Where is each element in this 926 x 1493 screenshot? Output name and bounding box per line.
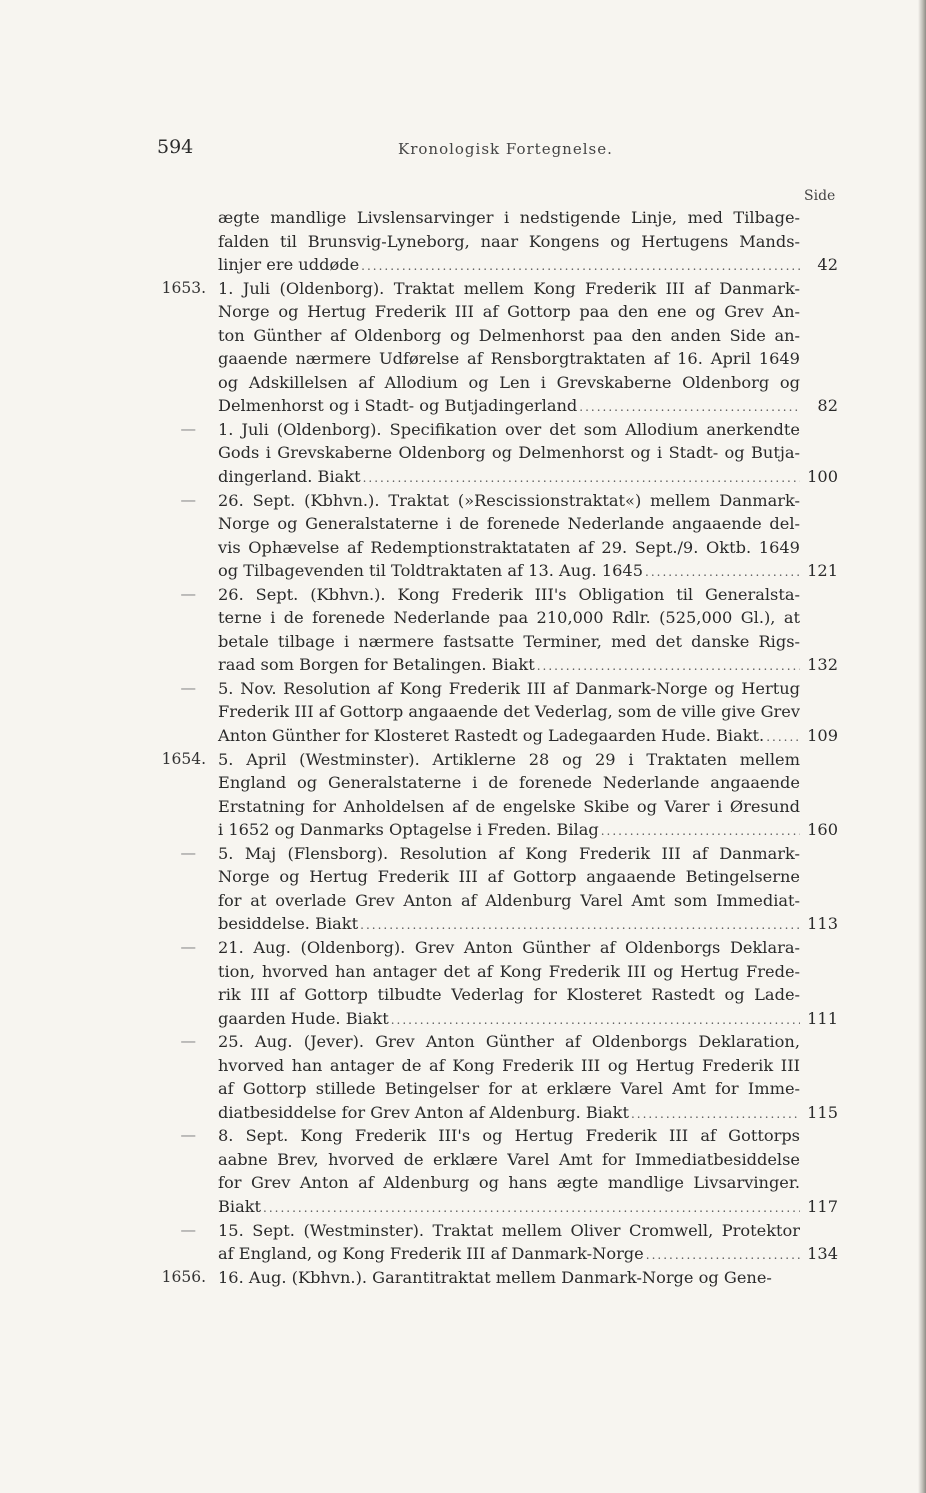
entry-text: Frederik III af Gottorp angaaende det Vederlag, som de ville give Grev [218, 702, 800, 722]
list-item [0, 1124, 926, 1218]
list-item [0, 583, 926, 677]
entry-text: tion, hvorved han antager det af Kong Frederik III og Hertug Frede- [218, 961, 800, 981]
entry-text: raad som Borgen for Betalingen. Biakt [218, 655, 535, 675]
entry-text: ægte mandlige Livslensarvinger i nedstigende Linje, med Tilbage- [218, 208, 800, 227]
list-item [0, 842, 926, 936]
page-reference: 160 [807, 820, 838, 840]
year-label: 1653. [161, 278, 206, 297]
entry-line [0, 206, 926, 230]
entry-text: 1. Juli (Oldenborg). Specifikation over det som Allodium anerkendte [218, 419, 800, 439]
entry-text: Delmenhorst og i Stadt- og Butjadingerland [218, 396, 578, 416]
entry-text: linjer ere uddøde [218, 255, 360, 275]
ditto-dash: — [180, 490, 196, 509]
entry-text: og Adskillelsen af Allodium og Len i Grevskaberne Oldenborg og [218, 372, 800, 392]
page-reference: 100 [807, 467, 838, 487]
entry-text: besiddelse. Biakt [218, 914, 359, 934]
ditto-dash: — [180, 584, 196, 603]
entry-line [0, 441, 926, 465]
entry-line [0, 253, 926, 277]
entry-line [0, 771, 926, 795]
dot-leader [363, 467, 800, 491]
entry-text: Gods i Grevskaberne Oldenborg og Delmenhorst og i Stadt- og Butja- [218, 443, 800, 463]
entry-text: betale tilbage i nærmere fastsatte Terminer, med det danske Rigs- [218, 631, 800, 651]
list-item [0, 748, 926, 842]
entry-text: 5. Nov. Resolution af Kong Frederik III af Danmark-Norge og Hertug [218, 678, 800, 698]
entry-text: Norge og Hertug Frederik III af Gottorp angaaende Betingelserne [218, 867, 800, 887]
entry-text: gaaende nærmere Udførelse af Rensborgtraktaten af 16. April 1649 [218, 349, 800, 369]
entry-text: Norge og Hertug Frederik III af Gottorp paa den ene og Grev An- [218, 302, 800, 322]
ditto-dash: — [180, 843, 196, 862]
year-label: 1656. [161, 1267, 206, 1286]
entry-text: Biakt [218, 1196, 262, 1216]
dot-leader [537, 655, 800, 679]
dot-leader [766, 726, 800, 750]
entry-text: aabne Brev, hvorved de erklære Varel Amt for Immediatbesiddelse [218, 1149, 800, 1169]
entry-line [0, 653, 926, 677]
entry-line [0, 700, 926, 724]
entry-text: 15. Sept. (Westminster). Traktat mellem Oliver Cromwell, Protektor [218, 1220, 800, 1240]
entry-line [0, 1101, 926, 1125]
entry-line [0, 1171, 926, 1195]
entry-line [0, 795, 926, 819]
page-number: 594 [157, 136, 194, 158]
entry-line [0, 418, 926, 442]
dot-leader [579, 396, 800, 420]
entry-line [0, 1266, 926, 1290]
entry-text: terne i de forenede Nederlande paa 210,000 Rdlr. (525,000 Gl.), at [218, 608, 800, 628]
dot-leader [601, 820, 800, 844]
entry-line [0, 1054, 926, 1078]
list-item [0, 1266, 926, 1290]
entry-text: 25. Aug. (Jever). Grev Anton Günther af Oldenborgs Deklaration, [218, 1032, 800, 1052]
entry-text: af Gottorp stillede Betingelser for at erklære Varel Amt for Imme- [218, 1079, 800, 1099]
entry-text: 5. Maj (Flensborg). Resolution af Kong Frederik III af Danmark- [218, 843, 800, 863]
dot-leader [360, 914, 800, 938]
ditto-dash: — [180, 419, 196, 438]
entry-line [0, 1030, 926, 1054]
entry-line [0, 842, 926, 866]
page-reference: 82 [817, 396, 838, 416]
dot-leader [391, 1009, 800, 1033]
page-reference: 113 [807, 914, 838, 934]
entry-line [0, 677, 926, 701]
ditto-dash: — [180, 1220, 196, 1239]
entry-line [0, 559, 926, 583]
entry-line [0, 889, 926, 913]
entry-text: 26. Sept. (Kbhvn.). Traktat (»Rescissionstraktat«) mellem Danmark- [218, 490, 800, 510]
entry-line [0, 371, 926, 395]
entry-line [0, 1007, 926, 1031]
entry-text: og Tilbagevenden til Toldtraktaten af 13. Aug. 1645 [218, 561, 644, 581]
entry-line [0, 489, 926, 513]
page-reference: 111 [807, 1008, 838, 1028]
entry-text: 26. Sept. (Kbhvn.). Kong Frederik III's Obligation til Generalsta- [218, 584, 800, 604]
entry-line [0, 1195, 926, 1219]
dot-leader [645, 561, 800, 585]
entry-line [0, 536, 926, 560]
ditto-dash: — [180, 937, 196, 956]
entry-line [0, 277, 926, 301]
page-reference: 132 [807, 655, 838, 675]
dot-leader [263, 1197, 800, 1221]
entry-line [0, 465, 926, 489]
entry-text: Erstatning for Anholdelsen af de engelske Skibe og Varer i Øresund [218, 796, 800, 816]
ditto-dash: — [180, 1032, 196, 1051]
entry-text: 5. April (Westminster). Artiklerne 28 og 29 i Traktaten mellem [218, 749, 800, 769]
entry-text: vis Ophævelse af Redemptionstraktataten af 29. Sept./9. Oktb. 1649 [218, 537, 800, 557]
entry-line [0, 936, 926, 960]
ditto-dash: — [180, 1126, 196, 1145]
entry-line [0, 912, 926, 936]
dot-leader [631, 1103, 800, 1127]
entry-text: rik III af Gottorp tilbudte Vederlag for Klosteret Rastedt og Lade- [218, 985, 800, 1005]
entry-line [0, 724, 926, 748]
entry-line [0, 1242, 926, 1266]
entry-text: diatbesiddelse for Grev Anton af Aldenburg. Biakt [218, 1102, 629, 1122]
entry-text: Norge og Generalstaterne i de forenede Nederlande angaaende del- [218, 514, 800, 534]
entry-line [0, 347, 926, 371]
entry-text: 21. Aug. (Oldenborg). Grev Anton Günther af Oldenborgs Deklara- [218, 937, 800, 957]
page-reference: 134 [807, 1244, 838, 1264]
entry-text: i 1652 og Danmarks Optagelse i Freden. Bilag [218, 820, 599, 840]
page-reference: 117 [807, 1196, 838, 1216]
entry-line [0, 1077, 926, 1101]
entry-line [0, 583, 926, 607]
dot-leader [361, 255, 800, 279]
list-item [0, 277, 926, 418]
entry-line [0, 818, 926, 842]
chronological-list [0, 206, 926, 1289]
entry-line [0, 394, 926, 418]
entry-line [0, 1124, 926, 1148]
year-label: 1654. [161, 749, 206, 768]
entry-text: ton Günther af Oldenborg og Delmenhorst paa den anden Side an- [218, 325, 800, 345]
list-item [0, 936, 926, 1030]
page-reference: 121 [807, 561, 838, 581]
entry-line [0, 630, 926, 654]
entry-line [0, 230, 926, 254]
entry-text: for at overlade Grev Anton af Aldenburg Varel Amt som Immediat- [218, 890, 800, 910]
ditto-dash: — [180, 678, 196, 697]
list-item [0, 418, 926, 489]
list-item [0, 206, 926, 277]
entry-line [0, 960, 926, 984]
entry-line [0, 983, 926, 1007]
entry-line [0, 1148, 926, 1172]
entry-text: for Grev Anton af Aldenburg og hans ægte mandlige Livsarvinger. [218, 1173, 800, 1193]
entry-line [0, 606, 926, 630]
entry-text: 8. Sept. Kong Frederik III's og Hertug Frederik III af Gottorps [218, 1126, 800, 1146]
list-item [0, 1219, 926, 1266]
entry-text: hvorved han antager de af Kong Frederik III og Hertug Frederik III [218, 1055, 800, 1075]
entry-text: 1. Juli (Oldenborg). Traktat mellem Kong Frederik III af Danmark- [218, 278, 800, 298]
list-item [0, 677, 926, 748]
entry-line [0, 512, 926, 536]
list-item [0, 489, 926, 583]
page-reference: 109 [807, 726, 838, 746]
entry-line [0, 324, 926, 348]
side-column-label: Side [804, 188, 836, 204]
entry-line [0, 1219, 926, 1243]
entry-line [0, 865, 926, 889]
list-item [0, 1030, 926, 1124]
dot-leader [646, 1244, 800, 1268]
page-reference: 115 [807, 1102, 838, 1122]
entry-text: dingerland. Biakt [218, 467, 361, 487]
entry-text: falden til Brunsvig-Lyneborg, naar Kongens og Hertugens Mands- [218, 231, 800, 251]
running-title: Kronologisk Fortegnelse. [398, 140, 613, 158]
entry-text: gaarden Hude. Biakt [218, 1008, 389, 1028]
entry-line [0, 300, 926, 324]
entry-line [0, 748, 926, 772]
entry-text: af England, og Kong Frederik III af Danmark-Norge [218, 1244, 644, 1264]
page-reference: 42 [817, 255, 838, 275]
entry-text: England og Generalstaterne i de forenede Nederlande angaaende [218, 773, 800, 793]
entry-text: Anton Günther for Klosteret Rastedt og Ladegaarden Hude. Biakt. [218, 726, 765, 746]
entry-text: 16. Aug. (Kbhvn.). Garantitraktat mellem Danmark-Norge og Gene- [218, 1267, 772, 1287]
